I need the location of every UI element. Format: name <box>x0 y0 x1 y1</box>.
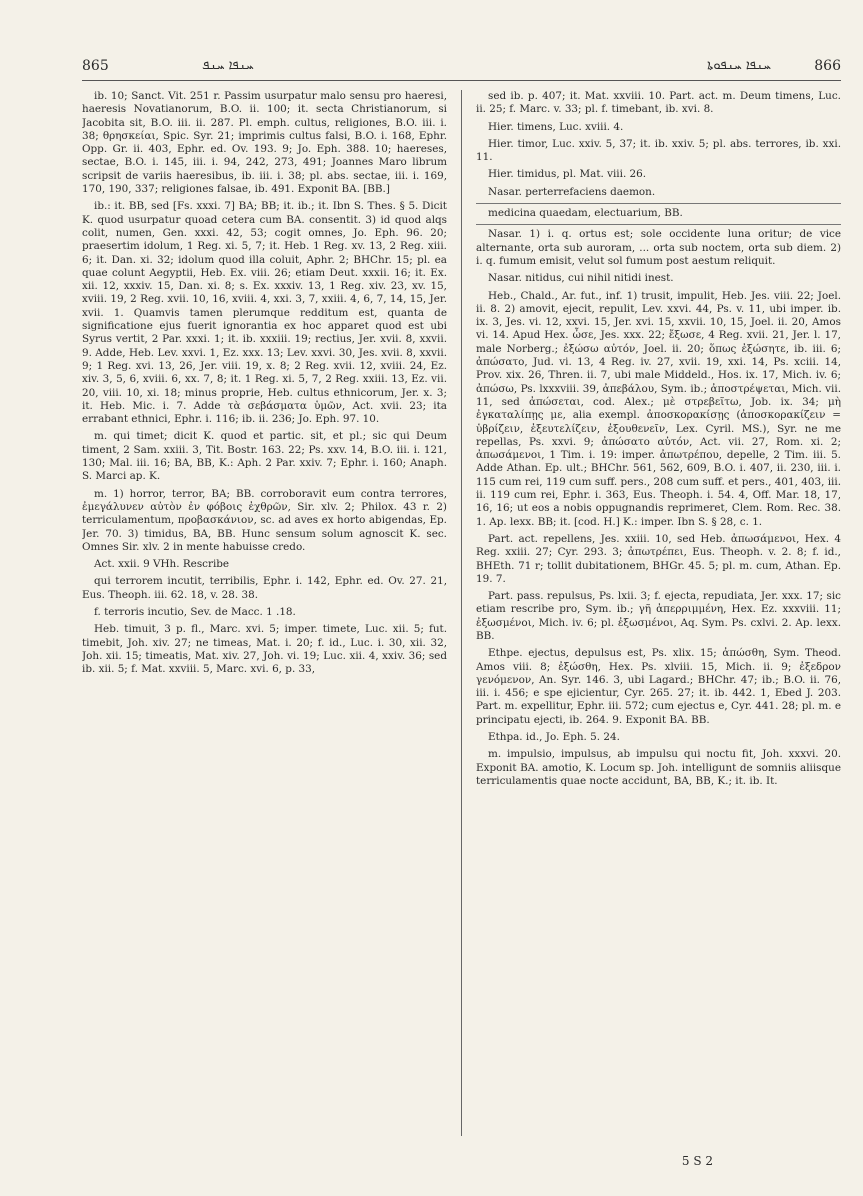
entry: Ethpa. id., Jo. Eph. 5. 24. <box>488 731 620 744</box>
right-running-head: ܚܢܦܐ ܚܢܦܘܬܐ <box>707 58 771 73</box>
entry: Nasar. perterrefaciens daemon. <box>488 185 656 198</box>
entry: Ethpe. ejectus, depulsus est, Ps. xlix. 15; ἀπώσθη, Sym. Theod. Amos viii. 8; ἐξώσθη, Hex. Ps. xlviii. 15, Mich. ii. 9; ἐξεδρον γενόμενον, An. Syr. 146. 3, ubi Lagard.; BHChr. 47; ib.; B.O. ii. 76, iii. i. 456; e spe ejicientur, Cyr. 265. 27; it. ib. 442. 1, Ebed J. 203. Part. m. expellitur, Ephr. iii. 572; cum ejectus e, Cyr. 441. 28; pl. m. e principatu ejecti, ib. 264. 9. Exponit BA. BB. <box>476 647 841 726</box>
page-header <box>82 58 841 84</box>
entry: Part. act. repellens, Jes. xxiii. 10, sed Heb. ἀπωσάμενοι, Hex. 4 Reg. xxiii. 27; Cyr. 293. 3; ἀπωτρέπει, Eus. Theoph. v. 2. 8; f. id., BHEth. 71 r; tollit dubitationem, BHGr. 45. 5; pl. m. cum, Athan. Ep. 19. 7. <box>476 532 841 585</box>
entry: sed ib. p. 407; it. Mat. xxviii. 10. Part. act. m. Deum timens, Luc. ii. 25; f. Marc. v. 33; pl. f. timebant, ib. xvi. 8. <box>476 90 841 116</box>
entry: Heb., Chald., Ar. fut., inf. 1) trusit, impulit, Heb. Jes. viii. 22; Joel. ii. 8. 2) amovit, ejecit, repulit, Lev. xxvi. 44, Ps. v. 11, ubi imper. ib. ix. 3, Jes. vi. 12, xxvi. 15, Jer. xvi. 15, xxvii. 10, 15, Joel. ii. 20, Amos vi. 14. Apud Hex. ὦσε, Jes. xxx. 22; ἔξωσε, 4 Reg. xvii. 21, Jer. l. 17, male Norberg.; ἐξώσω αὐτόν, Joel. ii. 20; ὅπως ἐξώσητε, ib. iii. 6; ἀπώσατο, Jud. vi. 13, 4 Reg. iv. 27, xvii. 19, xxi. 14, Ps. xciii. 14, Prov. xix. 26, Thren. ii. 7, ubi male Middeld., Hos. ix. 17, Mich. iv. 6; ἀπώσω, Ps. lxxxviii. 39, ἀπεβάλου, Sym. ib.; ἀποστρέψεται, Mich. vii. 11, sed ἀπώσεται, cod. Alex.; μὲ στρεβεῖτω, Job. ix. 34; μὴ ἐγκαταλίπῃς με, alia exempl. ἀποσκορακίσῃς (ἀποσκορακίζειν = ὑβρίζειν, ἐξευτελίζειν, ἐξουθενεῖν, Lex. Cyril. MS.), Syr. ne me repellas, Ps. xxvi. 9; ἀπώσατο αὐτόν, Act. vii. 27, Rom. xi. 2; ἀπωσάμενοι, 1 Tim. i. 19: imper. ἀπωτρέπου, depelle, 2 Tim. iii. 5. Adde Athan. Ep. ult.; BHChr. 561, 562, 609, B.O. i. 407, ii. 230, iii. i. 115 cum rei, 119 cum suff. pers., 208 cum suff. et pers., 401, 403, iii. ii. 119 cum rei, Ephr. i. 363, Eus. Theoph. i. 54. 4, Off. Mar. 18, 17, 16, 16; ut eos a nobis oppugnandis reprimeret, Clem. Rom. Rec. 38. 1. Ap. lexx. BB; it. [cod. H.] K.: imper. Ibn S. § 28, c. 1. <box>476 289 841 528</box>
entry: m. impulsio, impulsus, ab impulsu qui noctu fit, Joh. xxxvi. 20. Exponit BA. amotio, K. Locum sp. Joh. intelligunt de somniis aliisque terriculamentis quae nocte accidunt, BA, BB, K.; it. ib. It. <box>476 748 841 787</box>
entry: Heb. timuit, 3 p. fl., Marc. xvi. 5; imper. timete, Luc. xii. 5; fut. timebit, Joh. xiv. 27; ne timeas, Mat. i. 20; f. id., Luc. i. 30, xii. 32, Joh. xii. 15; timeatis, Mat. xiv. 27, Joh. vi. 19; Luc. xii. 4, xxiv. 36; sed ib. xii. 5; f. Mat. xxviii. 5, Marc. xvi. 6, p. 33, <box>82 623 447 676</box>
entry: medicina quaedam, electuarium, BB. <box>476 203 841 220</box>
left-running-head: ܚܢܦܐ ܚܢܦ <box>202 58 254 73</box>
left-column <box>82 90 447 1136</box>
entry: Nasar. 1) i. q. ortus est; sole occidente luna oritur; de vice alternante, orta sub auroram, ... orta sub noctem, orta sub diem. 2) i. q. fumum emisit, velut sol fumum post aestum reliquit. <box>476 224 841 268</box>
entry: Part. pass. repulsus, Ps. lxii. 3; f. ejecta, repudiata, Jer. xxx. 17; sic etiam rescribe pro, Sym. ib.; γῆ ἀπερριμμένη, Hex. Ez. xxxviii. 11; ἐξωσμένοι, Mich. iv. 6; pl. ἐξωσμένοι, Aq. Sym. Ps. cxlvi. 2. Ap. lexx. BB. <box>476 590 841 642</box>
column-divider <box>461 90 462 1136</box>
entry: Nasar. nitidus, cui nihil nitidi inest. <box>488 272 674 285</box>
right-page-number: 866 <box>814 58 841 74</box>
entry: Act. xxii. 9 VHh. Rescribe <box>94 558 230 571</box>
entry: Hier. timor, Luc. xxiv. 5, 37; it. ib. xxiv. 5; pl. abs. terrores, ib. xxi. 11. <box>476 137 841 164</box>
entry: Hier. timidus, pl. Mat. viii. 26. <box>488 168 647 181</box>
header-rule <box>82 80 841 81</box>
text-columns <box>82 90 841 1136</box>
entry: Hier. timens, Luc. xviii. 4. <box>488 120 624 133</box>
entry: m. qui timet; dicit K. quod et partic. sit, et pl.; sic qui Deum timent, 2 Sam. xxiii. 3, Tit. Bostr. 163. 22; Ps. xxv. 14, B.O. iii. i. 121, 130; Mal. iii. 16; BA, BB, K.: Aph. 2 Par. xxiv. 7; Ephr. i. 160; Anaph. S. Marci ap. K. <box>82 430 447 483</box>
right-column <box>476 90 841 1136</box>
entry: ib.: it. BB, sed [Fs. xxxi. 7] BA; BB; it. ib.; it. Ibn S. Thes. § 5. Dicit K. quod usurpatur quoad cetera cum BA. consentit. 3) id quod alqs colit, numen, Gen. xxxi. 42, 53; cogit omnes, Jo. Eph. 96. 20; praesertim idolum, 1 Reg. xi. 5, 7; it. Heb. 1 Reg. xv. 13, 2 Reg. xiii. 6; it. Dan. xi. 32; idolum quod illa coluit, Aphr. 2; BHChr. 15; pl. ea quae colunt Aegyptii, Heb. Ex. viii. 26; etiam Deut. xxxii. 16; it. Ex. xii. 12, xxxiv. 15, Dan. xi. 8; s. Ex. xxxiv. 13, 1 Reg. xiv. 23, xv. 15, xviii. 19, 2 Reg. xvii. 10, 16, xviii. 4, xxi. 3, 7, xxiii. 4, 6, 7, 14, 15, Jer. xvii. 1. Quamvis tamen plerumque redditum est, quanta de significatione ejus fuerit ignorantia ex hoc apparet quod est ubi Syrus vertit, 2 Par. xxxi. 1; it. ib. xxxiii. 19; rectius, Jer. xvii. 8, xxvii. 9. Adde, Heb. Lev. xxvi. 1, Ez. xxx. 13; Lev. xxvi. 30, Jes. xvii. 8, xxvii. 9; 1 Reg. xvi. 13, 26, Jer. viii. 19, x. 8; 2 Reg. xvii. 12, xviii. 24, Ez. xiv. 3, 5, 6, xviii. 6, xx. 7, 8; it. 1 Reg. xi. 5, 7, 2 Reg. xxiii. 13, Ez. vii. 20, viii. 10, xi. 18; minus proprie, Heb. cultus ethnicorum, Jer. x. 3; it. Heb. Mic. i. 7. Adde τὰ σεβάσματα ὑμῶν, Act. xvii. 23; ita errabant ethnici, Ephr. i. 116; ib. ii. 236; Jo. Eph. 97. 10. <box>82 200 447 426</box>
entry: ib. 10; Sanct. Vit. 251 r. Passim usurpatur malo sensu pro haeresi, haeresis Novatianorum, B.O. ii. 100; it. secta Christianorum, si Jacobita sit, B.O. iii. ii. 287. Pl. emph. cultus, religiones, B.O. iii. i. 38; θρησκείαι, Spic. Syr. 21; imprimis cultus falsi, B.O. i. 168, Ephr. Opp. Gr. ii. 403, Ephr. ed. Ov. 193. 9; Jo. Eph. 388. 10; haereses, sectae, B.O. i. 145, iii. i. 94, 242, 273, 491; Joannes Maro librum scripsit de variis haeresibus, ib. iii. i. 38; pl. abs. sectae, iii. i. 169, 170, 190, 337; religiones falsae, ib. 491. Exponit BA. [BB.] <box>82 90 447 196</box>
entry: m. 1) horror, terror, BA; BB. corroboravit eum contra terrores, ἐμεγάλυνεν αὐτὸν ἐν φόβοις ἐχθρῶν, Sir. xlv. 2; Philox. 43 r. 2) terriculamentum, προβασκάνιον, sc. ad aves ex horto abigendas, Ep. Jer. 70. 3) timidus, BA, BB. Hunc sensum solum agnoscit K. sec. Omnes Sir. xlv. 2 in mente habuisse credo. <box>82 487 447 553</box>
left-page-number: 865 <box>82 58 109 74</box>
entry: f. terroris incutio, Sev. de Macc. 1 .18. <box>94 605 296 618</box>
entry: qui terrorem incutit, terribilis, Ephr. i. 142, Ephr. ed. Ov. 27. 21, Eus. Theoph. iii. 62. 18, v. 28. 38. <box>82 575 447 601</box>
signature-mark: 5 S 2 <box>681 1154 713 1168</box>
